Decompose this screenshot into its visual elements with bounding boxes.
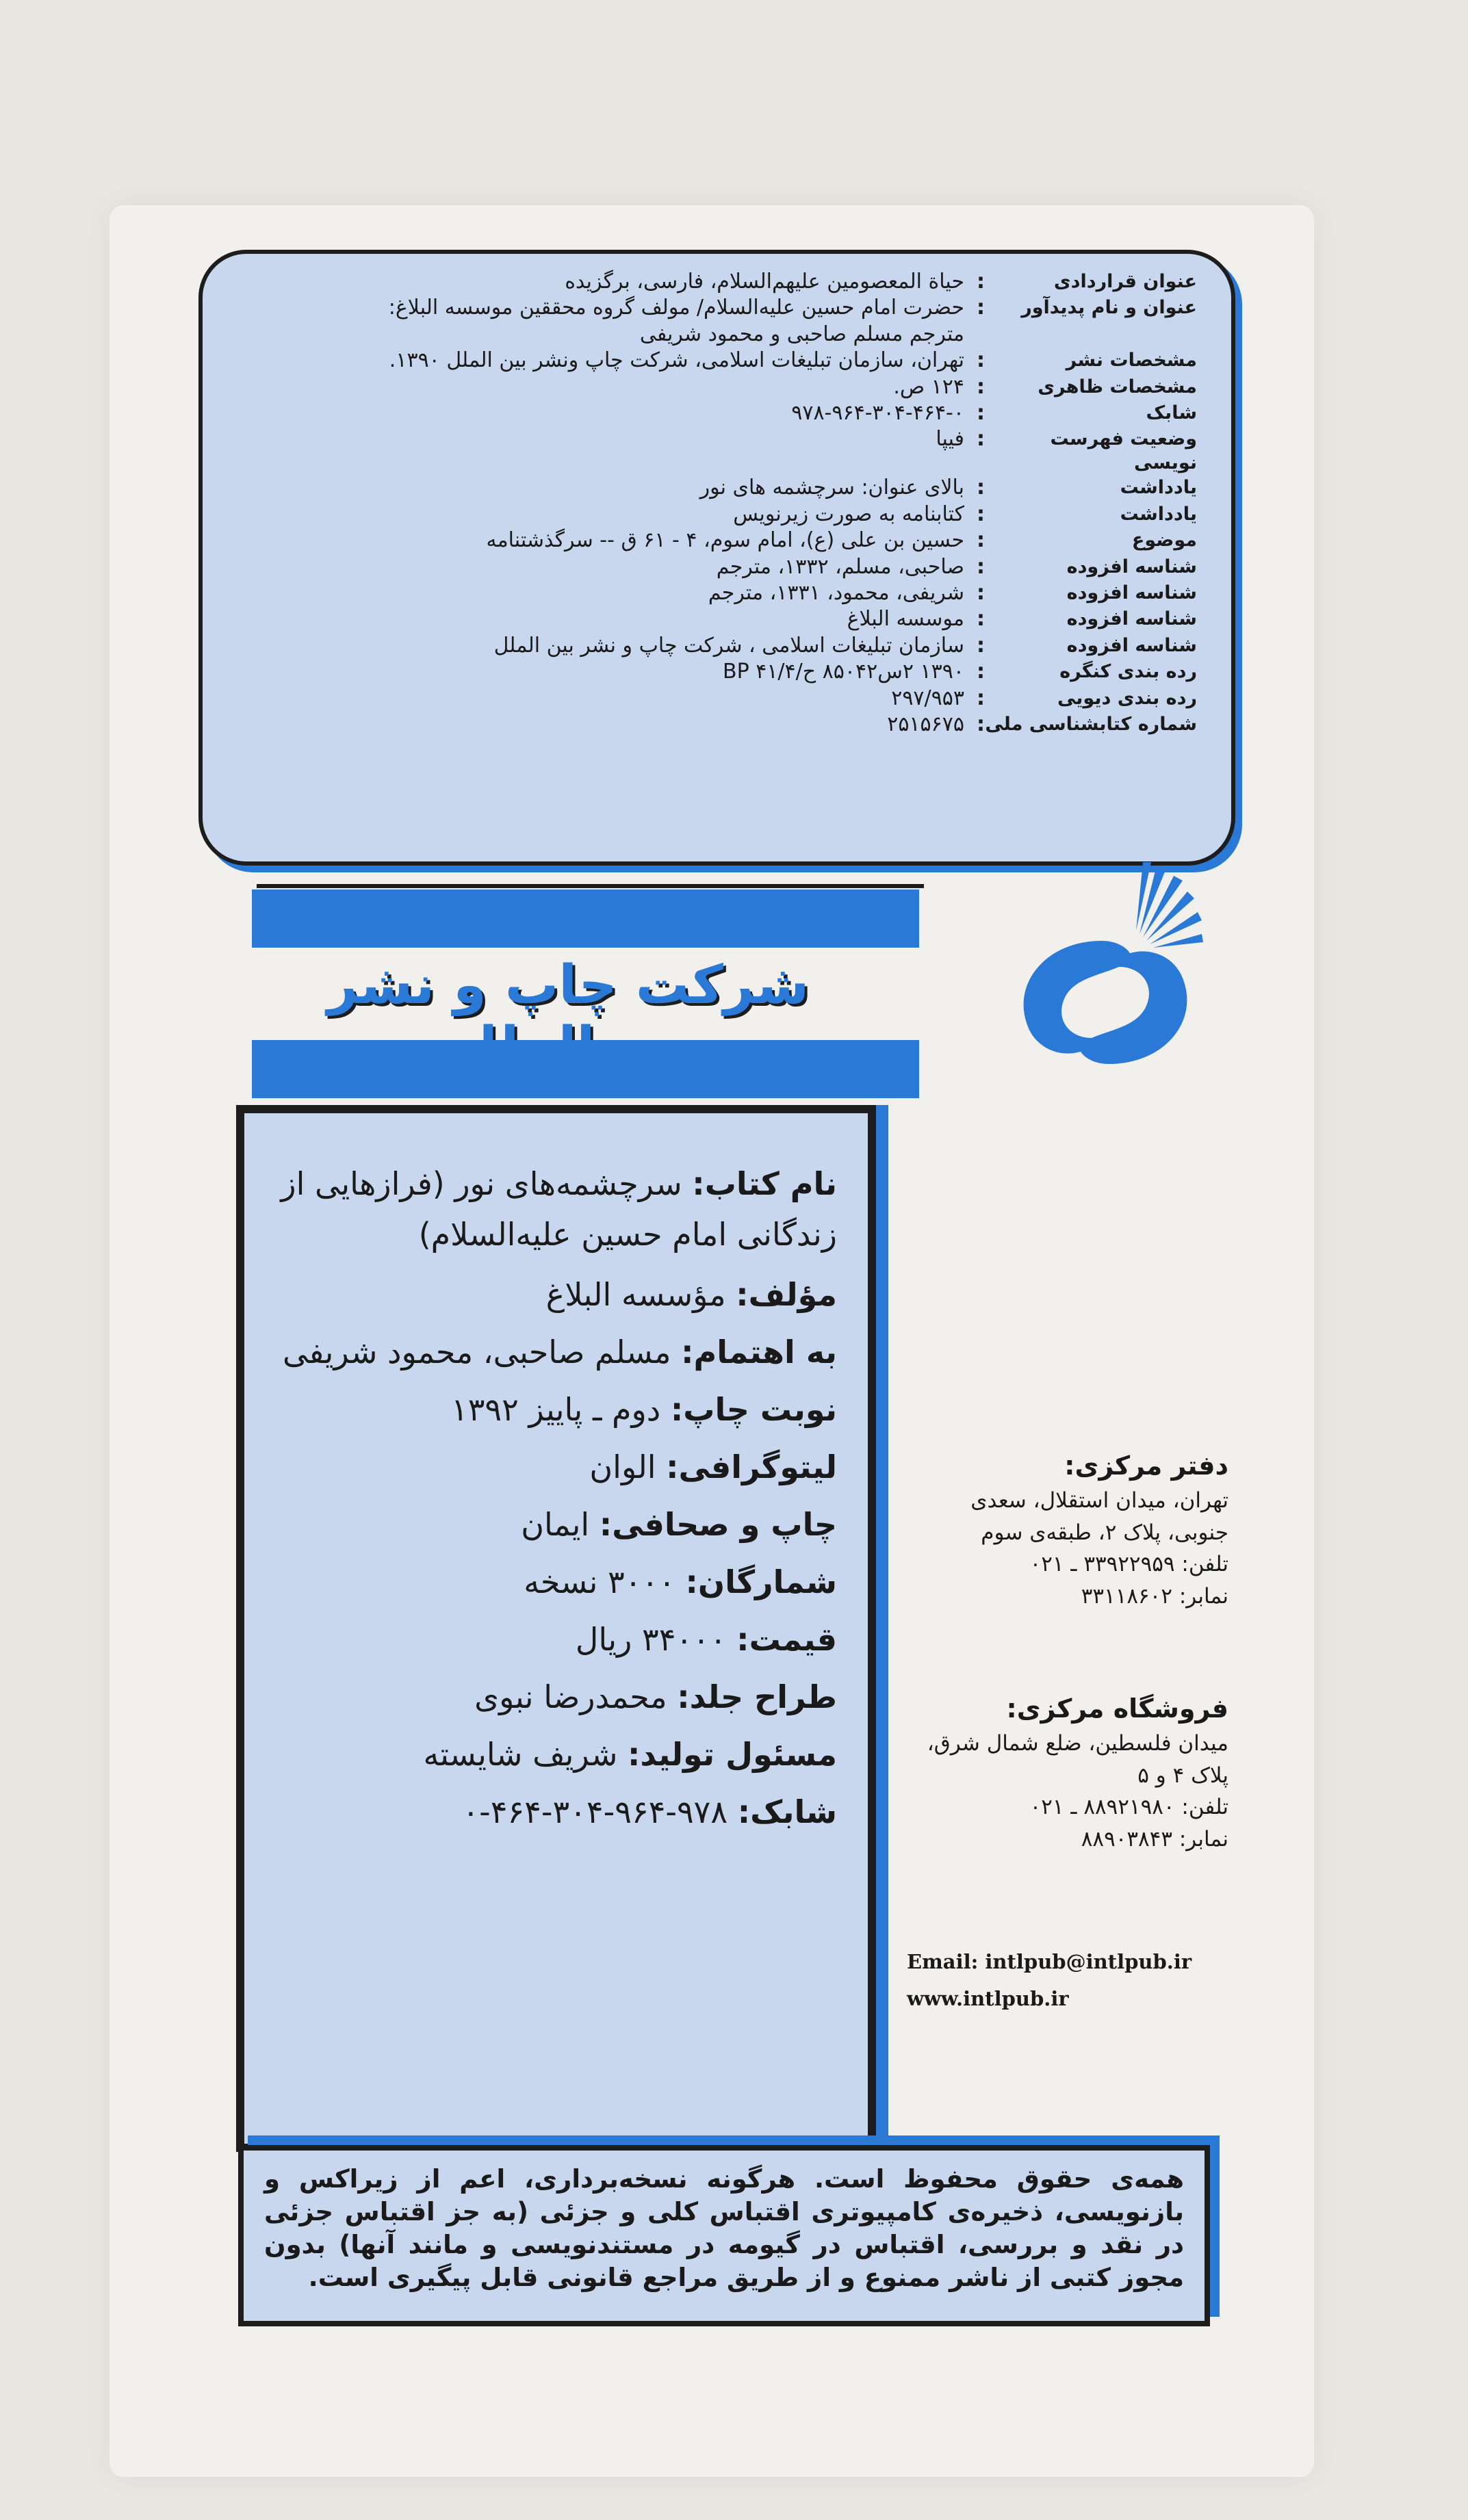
cip-colon: :	[977, 502, 985, 526]
shop-address-2: پلاک ۴ و ۵	[1137, 1763, 1228, 1788]
cip-colon: :	[977, 374, 985, 399]
detail-value: محمدرضا نبوی	[474, 1678, 667, 1715]
detail-author	[272, 1276, 837, 1313]
cip-colon: :	[977, 712, 985, 736]
detail-printing	[272, 1506, 837, 1543]
cip-row	[230, 295, 1197, 321]
cip-row	[230, 659, 1197, 685]
detail-key: مسئول تولید:	[628, 1736, 837, 1773]
band-shadow-line	[257, 884, 924, 888]
cip-value: سازمان تبلیغات اسلامی ، شرکت چاپ و نشر بین الملل	[493, 633, 964, 658]
cip-label: رده بندی کنگره	[1059, 661, 1197, 683]
detail-key: شابک:	[737, 1793, 837, 1830]
detail-cover-designer	[272, 1678, 837, 1715]
publisher-band-top	[252, 889, 919, 948]
cip-row	[230, 269, 1197, 295]
cip-row	[230, 554, 1197, 580]
cip-colon: :	[977, 581, 985, 605]
central-office	[907, 1451, 1228, 1612]
office-address-2: جنوبی، پلاک ۲، طبقه‌ی سوم	[981, 1520, 1228, 1545]
detail-key: قیمت:	[736, 1621, 837, 1658]
cip-label: شابک	[1146, 402, 1197, 424]
shop-address-1: میدان فلسطین، ضلع شمال شرق،	[927, 1731, 1228, 1756]
publisher-logo-icon	[999, 859, 1205, 1091]
cip-label: مشخصات نشر	[1066, 350, 1197, 372]
detail-key: شمارگان:	[685, 1563, 837, 1600]
cip-row	[230, 348, 1197, 374]
detail-isbn	[272, 1793, 837, 1830]
detail-lithography	[272, 1451, 837, 1483]
detail-edition	[272, 1391, 837, 1428]
detail-key: طراح جلد:	[677, 1678, 837, 1715]
office-heading: دفتر مرکزی:	[1064, 1451, 1228, 1481]
cip-value: ۲۵۱۵۶۷۵	[887, 712, 964, 736]
cip-colon: :	[977, 476, 985, 500]
cip-label: عنوان و نام پدیدآور	[1021, 297, 1197, 319]
detail-key: مؤلف:	[736, 1276, 837, 1313]
detail-value: الوان	[589, 1449, 656, 1485]
cip-row	[230, 686, 1197, 712]
email-text: Email: intlpub@intlpub.ir	[907, 1950, 1192, 1973]
cip-value: تهران، سازمان تبلیغات اسلامی، شرکت چاپ ونشر بین الملل ۱۳۹۰.	[389, 348, 964, 373]
cip-colon: :	[977, 633, 985, 658]
cip-row	[230, 502, 1197, 528]
book-details-box	[236, 1105, 876, 2152]
cip-label: شناسه افزوده	[1066, 608, 1197, 630]
detail-price	[272, 1621, 837, 1658]
detail-value: ۳۰۰۰ نسخه	[524, 1563, 675, 1600]
detail-value: سرچشمه‌های نور (فرازهایی از	[281, 1165, 682, 1202]
cip-label: یادداشت	[1120, 477, 1197, 499]
detail-supervision	[272, 1334, 837, 1371]
detail-value: مسلم صاحبی، محمود شریفی	[283, 1334, 671, 1371]
publisher-band-bottom	[252, 1040, 919, 1098]
detail-value: دوم ـ پاییز ۱۳۹۲	[451, 1391, 661, 1428]
cip-value: حیاة المعصومین علیهم‌السلام، فارسی، برگزیده	[565, 270, 964, 294]
cip-row	[230, 580, 1197, 606]
cip-value: فیپا	[936, 427, 964, 452]
cip-value: ۲۹۷/۹۵۳	[891, 686, 964, 710]
cip-colon: :	[977, 607, 985, 632]
office-address-1: تهران، میدان استقلال، سعدی	[970, 1488, 1228, 1513]
cip-row	[230, 374, 1197, 400]
cip-row	[230, 712, 1197, 738]
web-contact	[907, 1950, 1228, 2024]
shop-fax: نمابر: ۸۸۹۰۳۸۴۳	[1081, 1826, 1228, 1852]
cip-row	[230, 475, 1197, 501]
publisher-name: شرکت چاپ و نشر	[326, 954, 810, 1016]
cip-row	[230, 633, 1197, 659]
cip-label: یادداشت	[1120, 503, 1197, 525]
detail-value: ایمان	[521, 1506, 590, 1543]
cip-value: حسین بن علی (ع)، امام سوم، ۴ - ۶۱ ق -- سرگذشتنامه	[486, 528, 964, 553]
cip-label: شماره کتابشناسی ملی	[985, 713, 1197, 735]
cip-colon: :	[977, 296, 985, 320]
cip-value-continued: مترجم مسلم صاحبی و محمود شریفی	[639, 322, 964, 346]
cip-label: عنوان قراردادی	[1053, 271, 1197, 292]
cip-value: صاحبی، مسلم، ۱۳۳۲، مترجم	[716, 554, 964, 579]
cip-label: شناسه افزوده	[1066, 634, 1197, 656]
cip-value: کتابنامه به صورت زیرنویس	[733, 502, 964, 526]
cip-value: شریفی، محمود، ۱۳۳۱، مترجم	[708, 581, 964, 605]
detail-key: نوبت چاپ:	[670, 1391, 837, 1428]
cip-label: شناسه افزوده	[1066, 582, 1197, 603]
cip-label: شناسه افزوده	[1066, 556, 1197, 577]
detail-title-continued: زندگانی امام حسین علیه‌السلام)	[418, 1216, 837, 1253]
detail-print-run	[272, 1563, 837, 1600]
cip-catalog-box	[198, 250, 1235, 866]
detail-key: چاپ و صحافی:	[599, 1506, 837, 1543]
detail-production	[272, 1736, 837, 1773]
detail-key: به اهتمام:	[681, 1334, 837, 1371]
detail-value: شریف شایسته	[423, 1736, 618, 1773]
copyright-notice: همه‌ی حقوق محفوظ است. هرگونه نسخه‌برداری، اعم از زیراکس و بازنویسی، ذخیره‌ی کامپیوتری اقتباس کلی و جزئی (به جز اقتباس جزئی در نقد و بررسی، اقتباس در گیومه در مستندنویسی و مانند آنها) بدون مجوز کتبی از ناشر ممنوع و از طریق مراجع قانونی قابل پیگیری است.	[238, 2145, 1210, 2326]
cip-value: ۱۳۹۰ ۲س۸۵۰۴۲ ح/BP ۴۱/۴	[723, 660, 964, 684]
cip-colon: :	[977, 660, 985, 684]
cip-colon: :	[977, 270, 985, 294]
cip-colon: :	[977, 348, 985, 373]
cip-colon: :	[977, 400, 985, 425]
detail-title	[272, 1165, 837, 1202]
cip-value: بالای عنوان: سرچشمه های نور	[699, 476, 964, 500]
cip-colon: :	[977, 528, 985, 553]
cip-label: وضعیت فهرست نویسی	[1050, 428, 1197, 473]
cip-row	[230, 606, 1197, 632]
cip-colon: :	[977, 427, 985, 452]
office-phone: تلفن: ۳۳۹۲۲۹۵۹ ـ ۰۲۱	[1029, 1552, 1228, 1576]
cip-row	[230, 400, 1197, 426]
detail-key: لیتوگرافی:	[666, 1449, 837, 1485]
cip-label: رده بندی دیویی	[1057, 687, 1197, 709]
central-shop	[907, 1693, 1228, 1855]
cip-label: مشخصات ظاهری	[1038, 376, 1197, 398]
cip-value: موسسه البلاغ	[847, 607, 964, 632]
cip-value: ۱۲۴ ص.	[893, 374, 964, 399]
cip-label: موضوع	[1131, 530, 1197, 551]
detail-value: ۹۷۸-۹۶۴-۳۰۴-۴۶۴-۰	[462, 1793, 728, 1830]
shop-heading: فروشگاه مرکزی:	[1006, 1693, 1228, 1724]
website-text: www.intlpub.ir	[907, 1987, 1069, 2010]
cip-colon: :	[977, 554, 985, 579]
office-fax: نمابر: ۳۳۱۱۸۶۰۲	[1081, 1583, 1228, 1609]
cip-value: حضرت امام حسین علیه‌السلام/ مولف گروه محققین موسسه البلاغ:	[388, 296, 964, 320]
cip-row	[230, 528, 1197, 554]
detail-value: مؤسسه البلاغ	[545, 1276, 726, 1313]
cip-colon: :	[977, 686, 985, 710]
cip-value: ۹۷۸-۹۶۴-۳۰۴-۴۶۴-۰	[791, 400, 964, 425]
detail-value: ۳۴۰۰۰ ریال	[575, 1621, 727, 1658]
cip-row	[230, 426, 1197, 475]
shop-phone: تلفن: ۸۸۹۲۱۹۸۰ ـ ۰۲۱	[1029, 1795, 1228, 1819]
detail-key: نام کتاب:	[692, 1165, 837, 1202]
